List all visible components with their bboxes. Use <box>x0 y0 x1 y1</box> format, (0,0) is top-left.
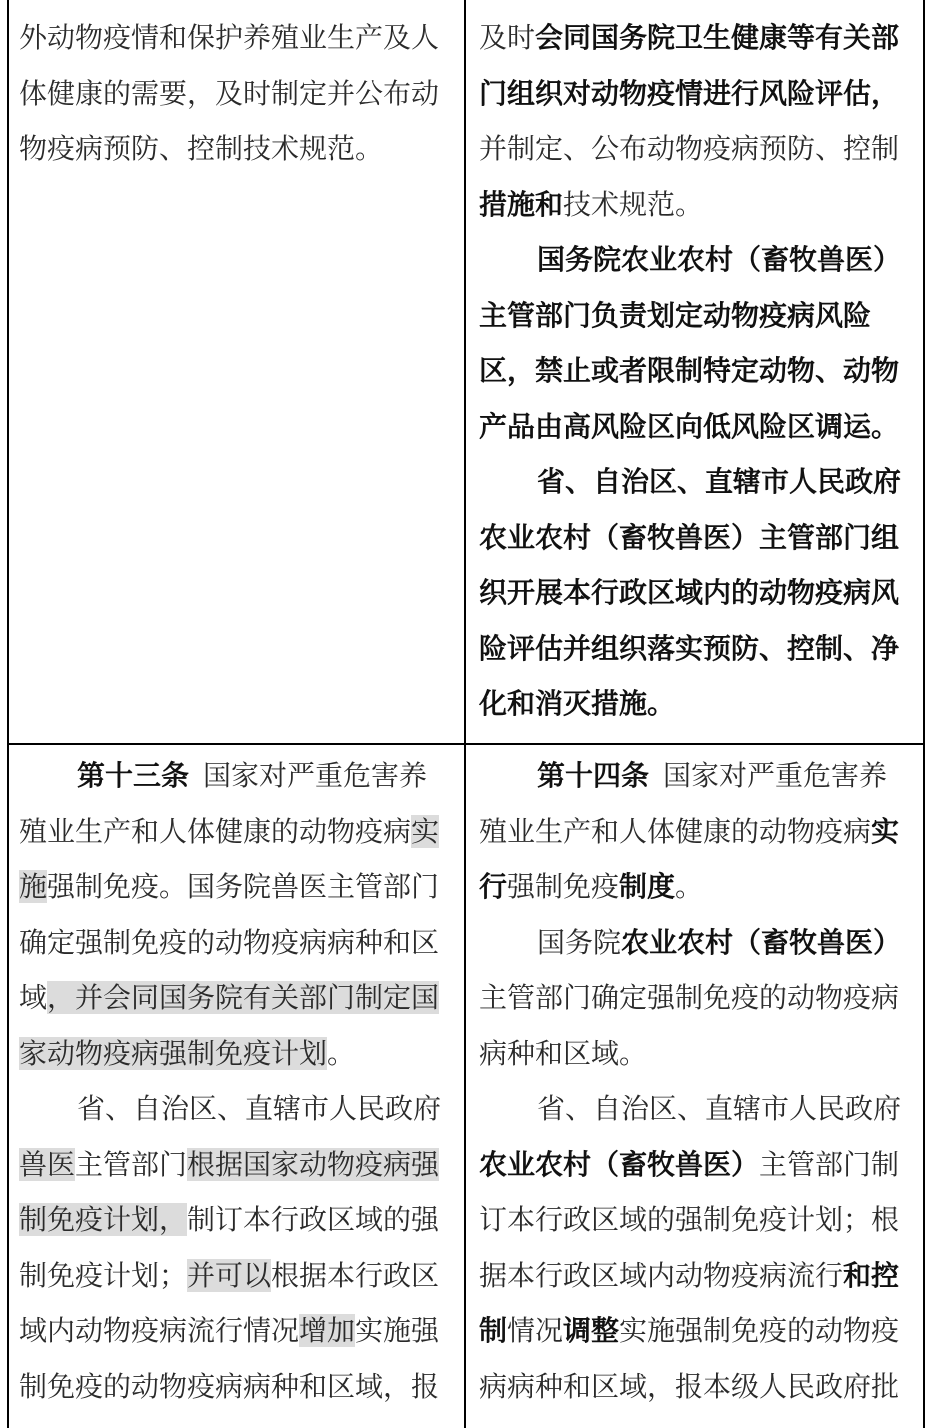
text-segment: 据本行政区域内动物疫病流行 <box>479 1258 844 1292</box>
text-segment: 殖业生产和人体健康的动物疫病 <box>19 814 412 848</box>
changed-text-line: 农业农村（畜牧兽医）主管部门组 <box>479 520 900 554</box>
text-line: 省、自治区、直辖市人民政府 <box>77 1092 442 1125</box>
text-line <box>469 804 923 860</box>
deleted-text-highlight: 并可以 <box>187 1258 272 1292</box>
text-line <box>9 1192 464 1248</box>
deleted-text-highlight: 家动物疫病强制免疫计划 <box>19 1036 328 1070</box>
new-article-14-cell <box>469 748 923 1414</box>
text-line <box>469 859 923 915</box>
text-segment: 实施强 <box>355 1314 440 1347</box>
text-line <box>469 1303 923 1359</box>
comparison-table <box>7 0 925 1428</box>
text-segment: 强制免疫 <box>507 870 620 903</box>
text-segment: 根据本行政区 <box>271 1258 440 1292</box>
text-line: 制免疫的动物疫病病种和区域，报 <box>19 1369 440 1403</box>
changed-text: 会同国务院卫生健康等有关部 <box>535 21 900 54</box>
text-segment: 国家对严重危害养 <box>203 759 428 792</box>
changed-text: 行 <box>479 870 508 903</box>
text-segment: 。 <box>327 1036 356 1070</box>
text-line <box>9 1248 464 1304</box>
deleted-text-highlight: 施 <box>19 870 48 903</box>
changed-text-line: 国务院农业农村（畜牧兽医） <box>537 243 902 276</box>
changed-text-line: 区，禁止或者限制特定动物、动物 <box>479 354 900 387</box>
old-article-13-cell <box>9 748 464 1414</box>
changed-text-line: 省、自治区、直辖市人民政府 <box>537 465 902 498</box>
table-border-right <box>923 0 925 1428</box>
text-line <box>469 1248 923 1304</box>
text-segment: 殖业生产和人体健康的动物疫病 <box>479 814 872 848</box>
text-line: 病种和区域。 <box>479 1036 648 1070</box>
table-column-divider <box>464 0 466 1428</box>
changed-text-line: 化和消灭措施。 <box>479 687 676 720</box>
text-line <box>9 804 464 860</box>
text-segment: 技术规范。 <box>563 187 704 221</box>
deleted-text-highlight: 兽医 <box>19 1147 76 1181</box>
changed-text-line: 织开展本行政区域内的动物疫病风 <box>479 576 900 609</box>
text-line <box>469 177 923 233</box>
text-segment: 实施强制免疫的动物疫 <box>619 1314 900 1347</box>
changed-text: 制度 <box>619 870 676 903</box>
deleted-text-highlight: 根据国家动物疫病强 <box>187 1147 440 1181</box>
new-text-cell <box>469 10 923 732</box>
text-line: 确定强制免疫的动物疫病病种和区 <box>19 925 440 959</box>
text-line: 体健康的需要，及时制定并公布动 <box>19 76 440 110</box>
text-segment: 国务院 <box>537 925 622 959</box>
text-segment: 情况 <box>507 1314 564 1347</box>
text-segment: 域 <box>19 981 48 1014</box>
article-title: 第十三条 <box>77 759 190 792</box>
text-line: 主管部门确定强制免疫的动物疫病 <box>479 981 900 1014</box>
deleted-text-highlight: 增加 <box>299 1314 356 1347</box>
text-line: 省、自治区、直辖市人民政府 <box>537 1092 902 1125</box>
text-segment: 制订本行政区域的强 <box>187 1203 440 1236</box>
old-text-cell <box>9 10 464 177</box>
changed-text: 调整 <box>563 1314 620 1347</box>
text-line <box>9 859 464 915</box>
text-segment: 制免疫计划； <box>19 1258 188 1292</box>
text-line <box>469 1137 923 1193</box>
changed-text: 和控 <box>843 1258 900 1292</box>
table-row-divider <box>7 743 925 745</box>
text-segment: 主管部门制 <box>759 1147 900 1181</box>
text-line <box>9 970 464 1026</box>
text-line: 物疫病预防、控制技术规范。 <box>19 132 384 165</box>
text-line <box>9 1137 464 1193</box>
changed-text-line: 门组织对动物疫情进行风险评估， <box>479 76 900 110</box>
text-segment: 。 <box>675 870 704 903</box>
changed-text: 制 <box>479 1314 508 1347</box>
text-line <box>9 1026 464 1082</box>
changed-text-line: 险评估并组织落实预防、控制、净 <box>479 631 900 665</box>
deleted-text-highlight: ，并会同国务院有关部门制定国 <box>47 981 440 1014</box>
text-line <box>9 1303 464 1359</box>
text-segment: 国家对严重危害养 <box>663 759 888 792</box>
changed-text: 措施和 <box>479 187 564 221</box>
text-line <box>469 10 923 66</box>
changed-text-line: 产品由高风险区向低风险区调运。 <box>479 409 900 443</box>
changed-text-line: 主管部门负责划定动物疫病风险 <box>479 298 872 332</box>
deleted-text-highlight: 制免疫计划， <box>19 1203 188 1236</box>
text-line: 病病种和区域，报本级人民政府批 <box>479 1369 900 1403</box>
changed-text: 实 <box>871 814 900 848</box>
text-line: 外动物疫情和保护养殖业生产及人 <box>19 21 440 54</box>
changed-text: 农业农村（畜牧兽医） <box>621 925 902 959</box>
text-line: 并制定、公布动物疫病预防、控制 <box>479 132 900 165</box>
text-segment: 强制免疫。国务院兽医主管部门 <box>47 870 440 903</box>
article-title: 第十四条 <box>537 759 650 792</box>
text-segment: 域内动物疫病流行情况 <box>19 1314 300 1347</box>
text-segment: 主管部门 <box>75 1147 188 1181</box>
text-line: 订本行政区域的强制免疫计划；根 <box>479 1203 900 1236</box>
text-segment: 及时 <box>479 21 536 54</box>
text-line <box>9 748 464 804</box>
text-line <box>469 915 923 971</box>
changed-text: 农业农村（畜牧兽医） <box>479 1147 760 1181</box>
text-line <box>469 748 923 804</box>
deleted-text-highlight: 实 <box>411 814 440 848</box>
